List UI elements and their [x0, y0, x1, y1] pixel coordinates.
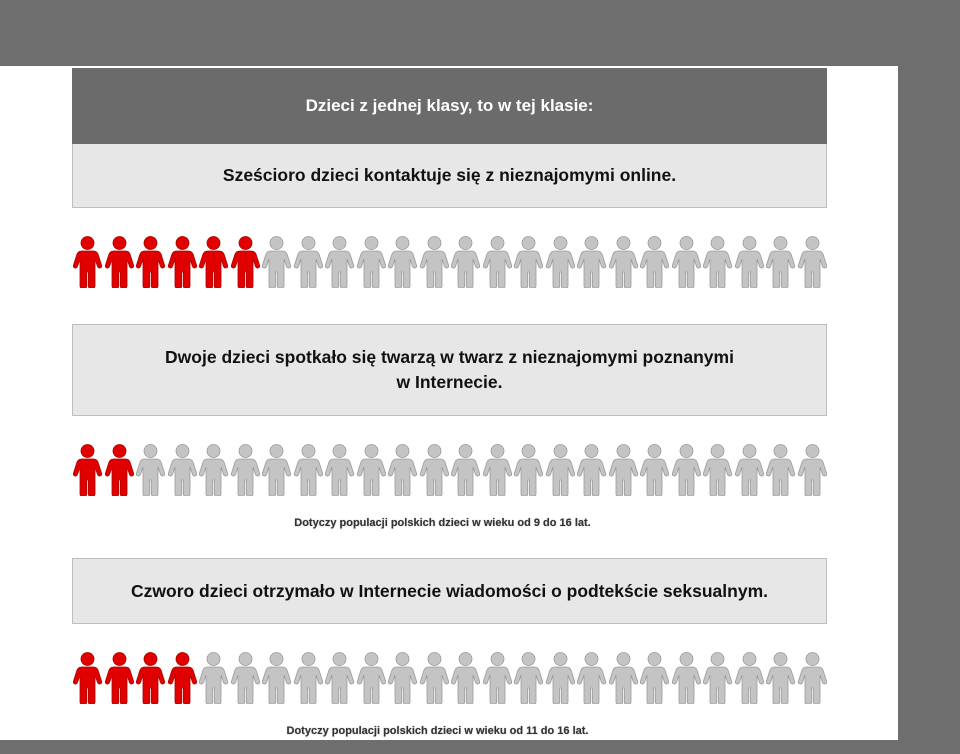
footnote-2: Dotyczy populacji polskich dzieci w wieku od 9 do 16 lat. — [294, 517, 591, 529]
person-icon — [576, 444, 607, 496]
pictogram-row-1 — [72, 236, 827, 290]
person-icon — [797, 236, 828, 288]
person-icon — [765, 236, 796, 288]
person-icon — [702, 652, 733, 704]
person-icon — [513, 236, 544, 288]
person-icon — [387, 444, 418, 496]
person-icon — [702, 236, 733, 288]
person-icon — [135, 444, 166, 496]
person-icon — [608, 236, 639, 288]
person-icon — [261, 236, 292, 288]
person-icon — [293, 236, 324, 288]
person-icon-marked — [230, 236, 261, 288]
person-icon-marked — [72, 444, 103, 496]
person-icon — [734, 652, 765, 704]
statement-banner-3 — [72, 558, 827, 624]
person-icon — [450, 444, 481, 496]
person-icon — [765, 652, 796, 704]
person-icon-marked — [72, 652, 103, 704]
person-icon — [576, 652, 607, 704]
person-icon — [230, 444, 261, 496]
person-icon — [797, 444, 828, 496]
pictogram-row-2 — [72, 444, 827, 498]
person-icon — [293, 652, 324, 704]
person-icon-marked — [104, 236, 135, 288]
statement-banner-1 — [72, 144, 827, 208]
person-icon — [198, 444, 229, 496]
person-icon — [545, 444, 576, 496]
person-icon — [387, 236, 418, 288]
person-icon — [671, 236, 702, 288]
person-icon-marked — [135, 236, 166, 288]
person-icon — [450, 236, 481, 288]
person-icon — [639, 236, 670, 288]
person-icon — [419, 236, 450, 288]
person-icon — [356, 444, 387, 496]
person-icon-marked — [104, 444, 135, 496]
person-icon — [797, 652, 828, 704]
person-icon — [387, 652, 418, 704]
footnote-3: Dotyczy populacji polskich dzieci w wieku od 11 do 16 lat. — [286, 725, 589, 737]
person-icon — [167, 444, 198, 496]
person-icon-marked — [167, 236, 198, 288]
person-icon-marked — [167, 652, 198, 704]
person-icon — [419, 652, 450, 704]
statement-banner-2 — [72, 324, 827, 416]
person-icon — [356, 652, 387, 704]
statement-2-line-2: w Internecie. — [396, 372, 503, 392]
person-icon — [261, 652, 292, 704]
person-icon — [671, 444, 702, 496]
person-icon — [198, 652, 229, 704]
person-icon — [324, 444, 355, 496]
person-icon — [576, 236, 607, 288]
person-icon — [671, 652, 702, 704]
pictogram-row-3 — [72, 652, 827, 706]
person-icon — [734, 236, 765, 288]
person-icon — [293, 444, 324, 496]
person-icon — [639, 652, 670, 704]
person-icon — [513, 652, 544, 704]
person-icon — [545, 652, 576, 704]
person-icon-marked — [104, 652, 135, 704]
person-icon — [608, 652, 639, 704]
person-icon — [324, 652, 355, 704]
person-icon — [639, 444, 670, 496]
person-icon — [450, 652, 481, 704]
infographic-slide — [0, 66, 898, 740]
person-icon — [545, 236, 576, 288]
person-icon — [482, 444, 513, 496]
person-icon — [356, 236, 387, 288]
person-icon — [419, 444, 450, 496]
person-icon — [482, 236, 513, 288]
person-icon — [482, 652, 513, 704]
statement-1: Sześcioro dzieci kontaktuje się z nieznajomymi online. — [222, 165, 677, 185]
statement-2-line-1: Dwoje dzieci spotkało się twarzą w twarz z nieznajomymi poznanymi — [165, 347, 734, 367]
person-icon — [261, 444, 292, 496]
person-icon — [513, 444, 544, 496]
header-title: Dzieci z jednej klasy, to w tej klasie: — [305, 96, 594, 115]
person-icon — [734, 444, 765, 496]
statement-3: Czworo dzieci otrzymało w Internecie wiadomości o podtekście seksualnym. — [131, 580, 768, 601]
person-icon — [608, 444, 639, 496]
person-icon — [702, 444, 733, 496]
person-icon-marked — [72, 236, 103, 288]
header-banner — [72, 68, 827, 144]
person-icon — [230, 652, 261, 704]
person-icon-marked — [198, 236, 229, 288]
person-icon — [765, 444, 796, 496]
person-icon — [324, 236, 355, 288]
person-icon-marked — [135, 652, 166, 704]
